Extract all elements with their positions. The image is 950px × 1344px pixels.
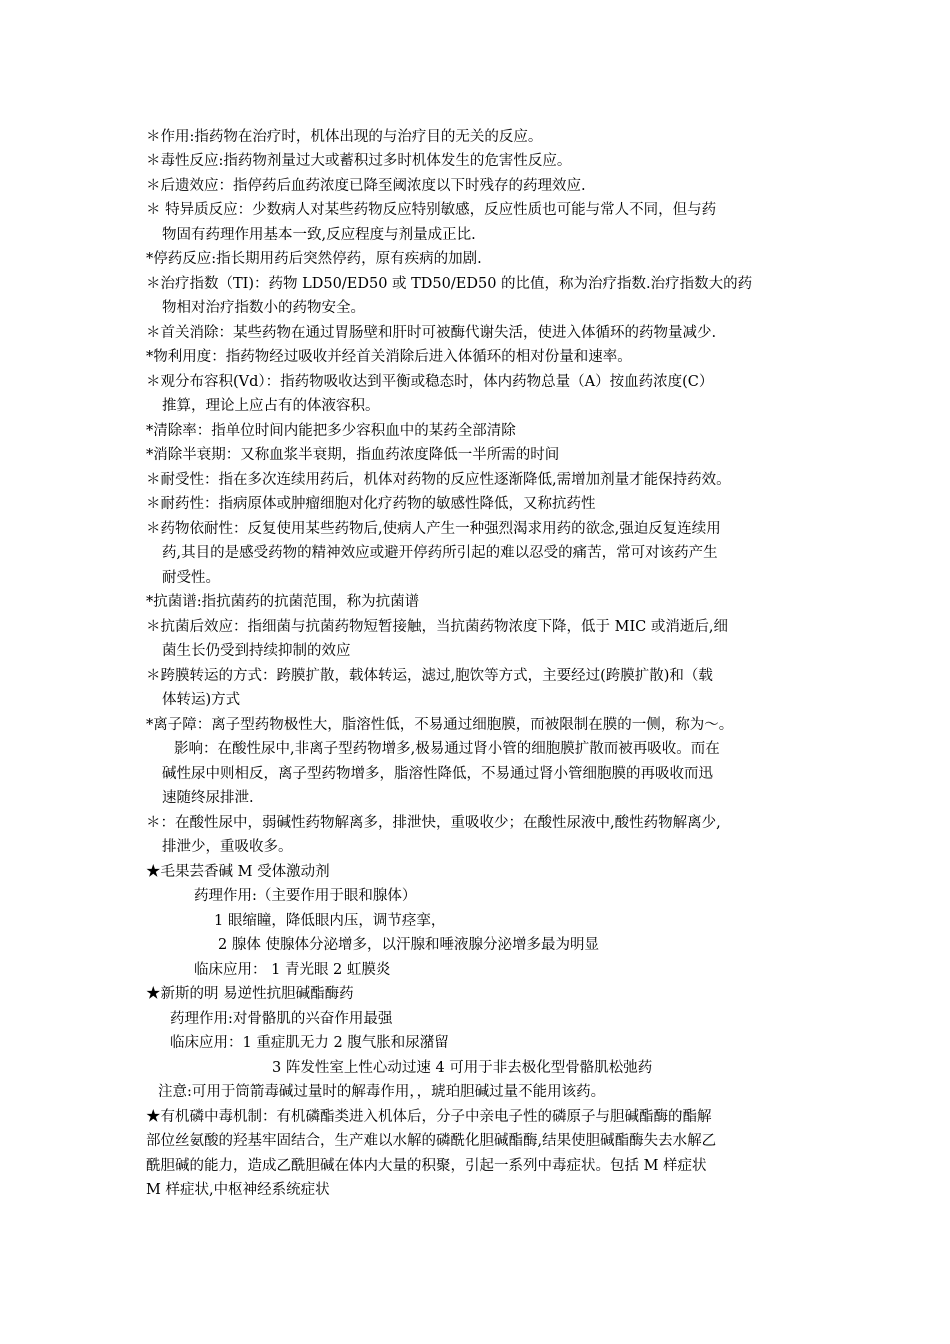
text-line: *清除率：指单位时间内能把多少容积血中的某药全部清除 <box>146 423 516 439</box>
section-heading: ★有机磷中毒机制：有机磷酯类进入机体后，分子中亲电子性的磷原子与胆碱酯酶的酯解 <box>146 1109 712 1125</box>
text-line: 速随终尿排泄. <box>162 790 254 806</box>
text-line: 药理作用:（主要作用于眼和腺体） <box>194 888 417 904</box>
text-line: 体转运)方式 <box>162 692 241 708</box>
text-line: ＊抗菌后效应：指细菌与抗菌药物短暂接触，当抗菌药物浓度下降，低于 MIC 或消逝后,细 <box>146 619 728 635</box>
text-line: ＊首关消除：某些药物在通过胃肠壁和肝时可被酶代谢失活，使进入体循环的药物量减少. <box>146 325 717 341</box>
text-line: *离子障：离子型药物极性大，脂溶性低，不易通过细胞膜，而被限制在膜的一侧，称为～。 <box>146 717 734 733</box>
text-line: ＊毒性反应:指药物剂量过大或蓄积过多时机体发生的危害性反应。 <box>146 153 572 169</box>
section-heading: ★新斯的明 易逆性抗胆碱酯酶药 <box>146 986 354 1002</box>
text-line: *物利用度：指药物经过吸收并经首关消除后进入体循环的相对份量和速率。 <box>146 349 632 365</box>
text-line: ＊耐药性：指病原体或肿瘤细胞对化疗药物的敏感性降低，又称抗药性 <box>146 496 596 512</box>
text-line: 物固有药理作用基本一致,反应程度与剂量成正比. <box>162 227 476 243</box>
text-line: 药理作用:对骨骼肌的兴奋作用最强 <box>170 1011 393 1027</box>
text-line: 影响：在酸性尿中,非离子型药物增多,极易通过肾小管的细胞膜扩散而被再吸收。而在 <box>174 741 720 757</box>
text-line: 临床应用：1 重症肌无力 2 腹气胀和尿潴留 <box>170 1035 449 1051</box>
text-line: 排泄少，重吸收多。 <box>162 839 293 855</box>
text-line: 物相对治疗指数小的药物安全。 <box>162 300 365 316</box>
text-line: M 样症状,中枢神经系统症状 <box>146 1182 330 1198</box>
text-line: 2 腺体 使腺体分泌增多，以汗腺和唾液腺分泌增多最为明显 <box>218 937 599 953</box>
text-line: ＊耐受性：指在多次连续用药后，机体对药物的反应性逐渐降低,需增加剂量才能保持药效。 <box>146 472 731 488</box>
text-line: ＊药物依耐性：反复使用某些药物后,使病人产生一种强烈渴求用药的欲念,强迫反复连续用 <box>146 521 721 537</box>
text-line: ＊治疗指数（TI)：药物 LD50/ED50 或 TD50/ED50 的比值，称为治疗指数.治疗指数大的药 <box>146 276 753 292</box>
text-line: 碱性尿中则相反，离子型药物增多，脂溶性降低，不易通过肾小管细胞膜的再吸收而迅 <box>162 766 713 782</box>
text-line: ＊跨膜转运的方式：跨膜扩散，载体转运，滤过,胞饮等方式，主要经过(跨膜扩散)和（载 <box>146 668 713 684</box>
text-line: ＊后遗效应：指停药后血药浓度已降至阈浓度以下时残存的药理效应. <box>146 178 586 194</box>
text-line: 耐受性。 <box>162 570 220 586</box>
text-line: ＊：在酸性尿中，弱碱性药物解离多，排泄快，重吸收少；在酸性尿液中,酸性药物解离少, <box>146 815 721 831</box>
text-line: 菌生长仍受到持续抑制的效应 <box>162 643 351 659</box>
text-line: 1 眼缩瞳，降低眼内压，调节痉挛， <box>214 913 446 929</box>
text-line: *抗菌谱:指抗菌药的抗菌范围，称为抗菌谱 <box>146 594 420 610</box>
text-line: 推算，理论上应占有的体液容积。 <box>162 398 380 414</box>
text-line: *消除半衰期：又称血浆半衰期，指血药浓度降低一半所需的时间 <box>146 447 560 463</box>
text-line: *停药反应:指长期用药后突然停药，原有疾病的加剧. <box>146 251 482 267</box>
text-line: 临床应用： 1 青光眼 2 虹膜炎 <box>194 962 391 978</box>
text-line: ＊作用:指药物在治疗时，机体出现的与治疗目的无关的反应。 <box>146 129 543 145</box>
text-line: 注意:可用于筒箭毒碱过量时的解毒作用，，琥珀胆碱过量不能用该药。 <box>158 1084 606 1100</box>
text-line: 3 阵发性室上性心动过速 4 可用于非去极化型骨骼肌松弛药 <box>272 1060 653 1076</box>
text-line: 部位丝氨酸的羟基牢固结合，生产难以水解的磷酰化胆碱酯酶,结果使胆碱酯酶失去水解乙 <box>146 1133 717 1149</box>
text-line: 酰胆碱的能力，造成乙酰胆碱在体内大量的积聚，引起一系列中毒症状。包括 M 样症状 <box>146 1158 707 1174</box>
section-heading: ★毛果芸香碱 M 受体激动剂 <box>146 864 330 880</box>
text-line: 药,其目的是感受药物的精神效应或避开停药所引起的难以忍受的痛苦，常可对该药产生 <box>162 545 718 561</box>
text-line: ＊ 特异质反应：少数病人对某些药物反应特别敏感，反应性质也可能与常人不同，但与药 <box>146 202 717 218</box>
text-line: ＊观分布容积(Vd）：指药物吸收达到平衡或稳态时，体内药物总量（A）按血药浓度(C） <box>146 374 714 390</box>
